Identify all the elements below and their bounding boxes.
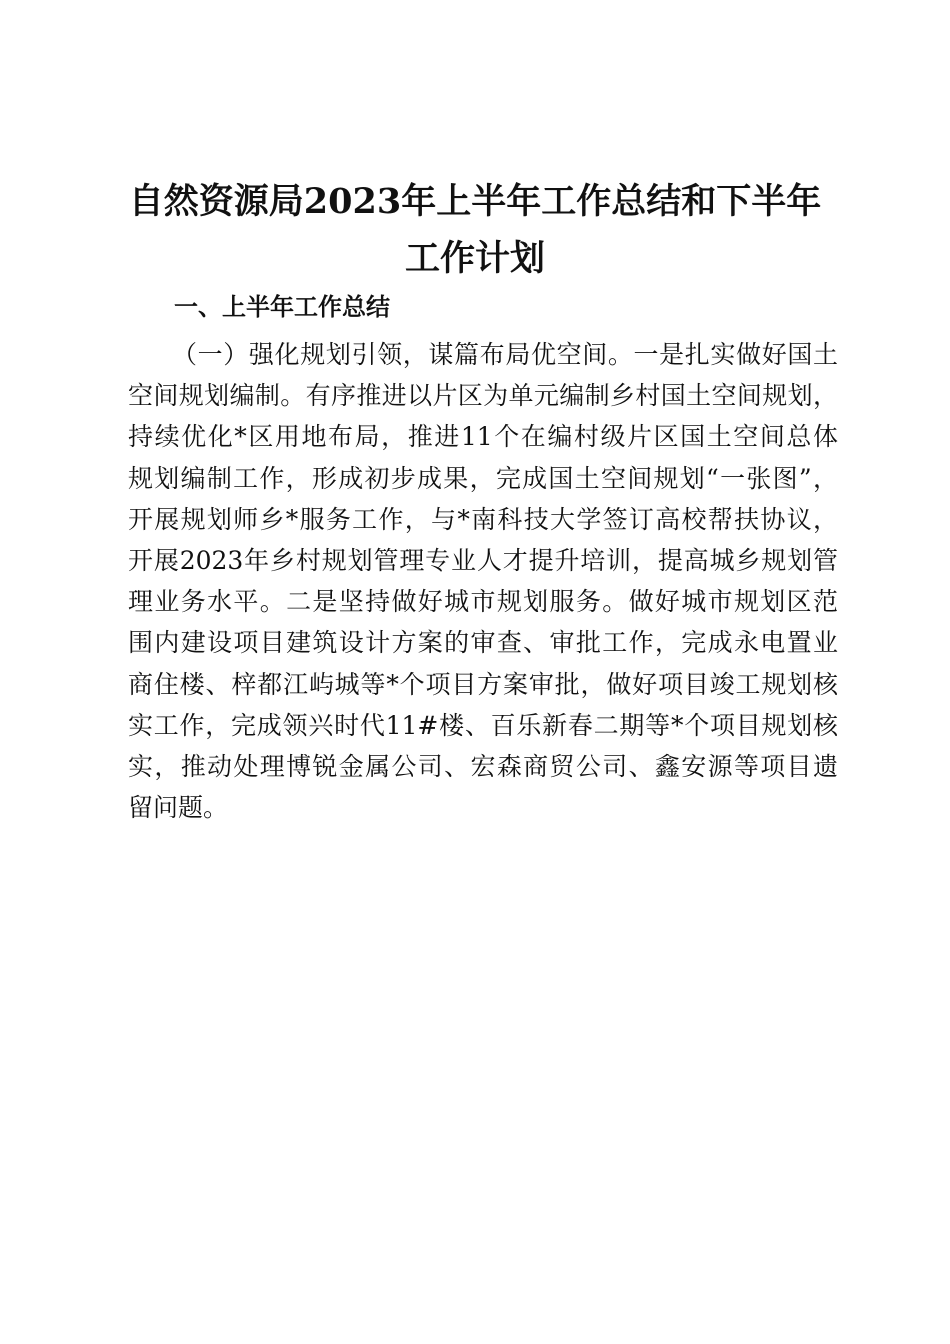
paragraph-line: 开展2023年乡村规划管理专业人才提升培训，提高城乡规划管	[128, 546, 838, 576]
paragraph-line: 理业务水平。二是坚持做好城市规划服务。做好城市规划区范	[128, 587, 838, 617]
paragraph-line: 空间规划编制。有序推进以片区为单元编制乡村国土空间规划，	[128, 381, 838, 411]
title-line-1: 自然资源局2023年上半年工作总结和下半年	[128, 181, 822, 222]
paragraph-line: 规划编制工作，形成初步成果，完成国土空间规划“一张图”，	[128, 463, 838, 493]
body-paragraph	[128, 334, 838, 828]
paragraph-line: 商住楼、梓都江屿城等*个项目方案审批，做好项目竣工规划核	[128, 669, 838, 699]
paragraph-line: 开展规划师乡*服务工作，与*南科技大学签订高校帮扶协议，	[128, 504, 838, 534]
paragraph-line: （一）强化规划引领，谋篇布局优空间。一是扎实做好国土	[172, 340, 838, 369]
title-line-2: 工作计划	[404, 238, 545, 279]
document-title	[110, 173, 840, 287]
section-heading: 一、上半年工作总结	[174, 293, 390, 321]
paragraph-line: 围内建设项目建筑设计方案的审查、审批工作，完成永电置业	[128, 628, 838, 658]
paragraph-line: 实工作，完成领兴时代11#楼、百乐新春二期等*个项目规划核	[128, 710, 838, 740]
paragraph-line: 实，推动处理博锐金属公司、宏森商贸公司、鑫安源等项目遗	[128, 752, 838, 782]
paragraph-line: 持续优化*区用地布局，推进11个在编村级片区国土空间总体	[128, 422, 838, 452]
paragraph-line: 留问题。	[128, 793, 229, 823]
